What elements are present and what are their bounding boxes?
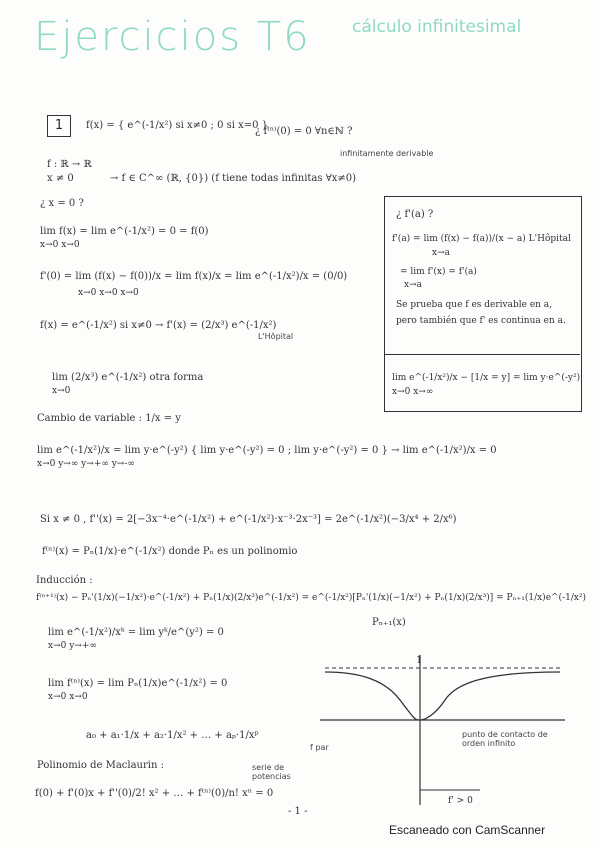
side-box-divider — [384, 354, 580, 355]
graph-one-label: 1 — [416, 655, 423, 666]
limit-2: lim (2/x³) e^(-1/x²) otra forma — [52, 372, 204, 383]
scanner-watermark: Escaneado con CamScanner — [389, 823, 546, 837]
polynomial: a₀ + a₁·1/x + a₂·1/x² + … + aₚ·1/xᵖ — [86, 730, 259, 741]
limit-4-sub: x→0 y→+∞ — [48, 641, 97, 651]
derivative-at-0: f'(0) = lim (f(x) − f(0))/x = lim f(x)/x = lim e^(-1/x²)/x = (0/0) — [40, 271, 348, 282]
derivative-at-0-sub: x→0 x→0 x→0 — [78, 288, 139, 298]
hopital-note: L'Hôpital — [258, 332, 294, 341]
function-definition: f(x) = { e^(-1/x²) si x≠0 ; 0 si x=0 } — [86, 120, 269, 131]
series-note: serie de potencias — [252, 763, 291, 781]
change-variable: Cambio de variable : 1/x = y — [37, 413, 181, 424]
limit-5-sub: x→0 x→0 — [48, 692, 88, 702]
induction-label: Inducción : — [36, 575, 93, 586]
graph-curve — [325, 672, 560, 720]
domain: f : ℝ → ℝ — [47, 159, 92, 170]
limit-1: lim f(x) = lim e^(-1/x²) = 0 = f(0) — [40, 226, 209, 237]
limit-3-sub: x→0 y→∞ y→+∞ y→-∞ — [37, 459, 135, 469]
side-box-eq2: = lim f'(x) = f'(a) — [400, 267, 477, 277]
limit-3: lim e^(-1/x²)/x = lim y·e^(-y²) { lim y·e^(-y²) = 0 ; lim y·e^(-y²) = 0 } → lim e^(-1/x²)/x = 0 — [37, 445, 497, 456]
smoothness-note: infinitamente derivable — [340, 149, 434, 158]
second-derivative: Si x ≠ 0 , f''(x) = 2[−3x⁻⁴·e^(-1/x²) + e^(-1/x²)·x⁻³·2x⁻³] = 2e^(-1/x²)(−3/x⁴ + 2/x⁶) — [40, 514, 457, 525]
limit-1-sub: x→0 x→0 — [40, 240, 80, 250]
maclaurin-eq: f(0) + f'(0)x + f''(0)/2! x² + … + f⁽ⁿ⁾(0)/n! xⁿ = 0 — [35, 788, 274, 799]
nth-derivative: f⁽ⁿ⁾(x) = Pₙ(1/x)·e^(-1/x²) donde Pₙ es un polinomio — [42, 546, 298, 557]
side-box-eq1-sub: x→a — [432, 248, 450, 258]
x-not-zero: x ≠ 0 — [47, 173, 74, 184]
page-subtitle: cálculo infinitesimal — [352, 17, 522, 37]
side-box-eq2-sub: x→a — [404, 280, 422, 290]
graph-even-label: f par — [310, 743, 329, 752]
graph-inflex-label: punto de contacto de orden infinito — [462, 730, 548, 748]
side-box-question: ¿ f'(a) ? — [396, 209, 434, 220]
limit-5: lim f⁽ⁿ⁾(x) = lim Pₙ(1/x)e^(-1/x²) = 0 — [48, 678, 228, 689]
graph-fpos-label: f' > 0 — [448, 796, 473, 806]
exercise-number: 1 — [47, 115, 71, 137]
induction-step: f⁽ⁿ⁺¹⁾(x) − Pₙ'(1/x)(−1/x²)·e^(-1/x²) + Pₙ(1/x)(2/x³)e^(-1/x²) = e^(-1/x²)[Pₙ'(1/x)(−1/x²) + Pₙ(1/x)(2/x³)] = Pₙ₊₁(1/x)e^(-1/x²) — [36, 593, 587, 603]
pn1-label: Pₙ₊₁(x) — [372, 617, 406, 628]
first-derivative: f(x) = e^(-1/x²) si x≠0 → f'(x) = (2/x³) e^(-1/x²) — [40, 320, 277, 331]
side-box-eq3-sub: x→0 x→∞ — [392, 387, 434, 397]
page-number: - 1 - — [288, 806, 308, 817]
maclaurin-label: Polinomio de Maclaurin : — [37, 760, 164, 771]
smoothness: → f ∈ C^∞ (ℝ, {0}) (f tiene todas infinitas ∀x≠0) — [110, 173, 357, 184]
limit-2-sub: x→0 — [52, 386, 71, 396]
side-box-text: Se prueba que f es derivable en a, pero también que f' es continua en a. — [396, 300, 566, 326]
limit-4: lim e^(-1/x²)/xᵏ = lim yᵏ/e^(y²) = 0 — [48, 627, 224, 638]
side-box-eq1: f'(a) = lim (f(x) − f(a))/(x − a) L'Hôpital — [392, 234, 571, 244]
page-title: Ejercicios T6 — [34, 14, 311, 60]
side-box-eq3: lim e^(-1/x²)/x − [1/x = y] = lim y·e^(-y²) — [392, 373, 581, 383]
question: ¿ f⁽ⁿ⁾(0) = 0 ∀n∈ℕ ? — [255, 126, 353, 137]
question-x0: ¿ x = 0 ? — [40, 198, 84, 209]
